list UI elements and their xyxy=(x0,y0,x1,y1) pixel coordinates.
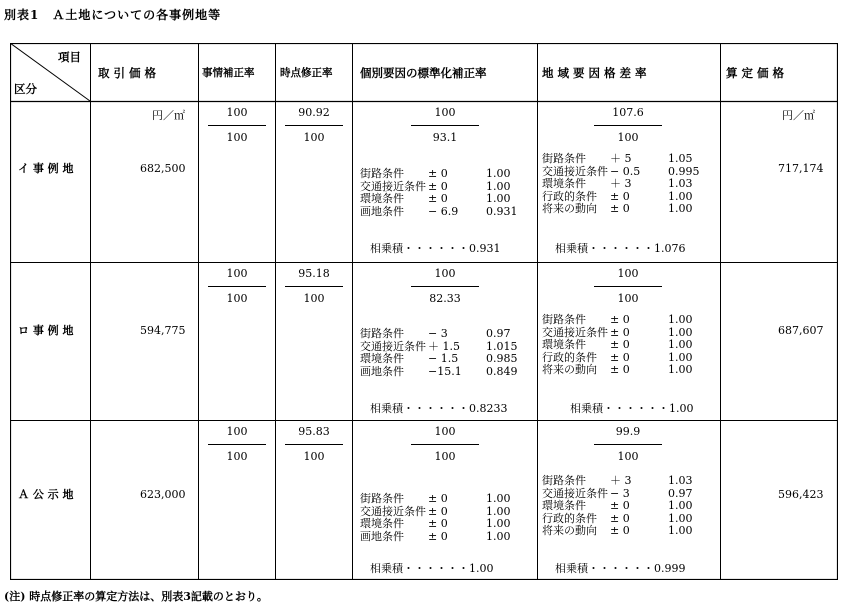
circumstance-numerator: 100 xyxy=(226,267,248,280)
factor-name: 街路条件 xyxy=(360,492,404,505)
calculated-price: 687,607 xyxy=(778,324,824,337)
factor-name: 将来の動向 xyxy=(542,202,597,216)
circumstance-numerator: 100 xyxy=(226,106,248,119)
factor-value: 1.00 xyxy=(486,504,511,518)
factor-row xyxy=(360,206,530,219)
factor-adjustment: ＋ 5 xyxy=(610,152,632,165)
regional-factor-list xyxy=(542,475,717,538)
factor-adjustment: ± 0 xyxy=(610,350,630,364)
factor-adjustment: − 3 xyxy=(610,486,630,500)
factor-value: 1.03 xyxy=(668,474,693,487)
individual-fraction xyxy=(405,104,485,147)
factor-name: 交通接近条件 xyxy=(542,164,608,178)
factor-adjustment: ± 0 xyxy=(428,529,448,543)
transaction-price: 682,500 xyxy=(140,162,186,175)
factor-value: 0.985 xyxy=(486,352,518,366)
factor-row xyxy=(542,339,717,352)
factor-row xyxy=(360,518,530,531)
circumstance-fraction xyxy=(202,104,272,147)
calculated-price: 596,423 xyxy=(778,488,824,501)
circumstance-denominator: 100 xyxy=(226,131,248,144)
fraction-bar xyxy=(285,125,343,126)
factor-row xyxy=(542,364,717,377)
fraction-bar xyxy=(208,286,266,287)
individual-denominator: 100 xyxy=(434,450,456,463)
factor-value: 0.97 xyxy=(486,327,511,340)
factor-adjustment: ± 0 xyxy=(428,492,448,505)
header-price: 取 引 価 格 xyxy=(98,66,157,80)
individual-fraction xyxy=(405,423,485,466)
factor-name: 交通接近条件 xyxy=(360,339,426,353)
factor-adjustment: ± 0 xyxy=(610,202,630,216)
individual-product: 相乗積・・・・・・0.931 xyxy=(370,242,501,255)
individual-factor-list xyxy=(360,493,530,543)
row-name: イ 事 例 地 xyxy=(18,162,74,175)
factor-value: 1.00 xyxy=(486,179,511,193)
individual-numerator: 100 xyxy=(434,267,456,280)
factor-adjustment: ± 0 xyxy=(610,511,630,525)
regional-fraction xyxy=(588,104,668,147)
factor-adjustment: ± 0 xyxy=(610,189,630,203)
unit-calculated: 円／㎡ xyxy=(782,109,815,122)
footnote: (注) 時点修正率の算定方法は、別表3記載のとおり。 xyxy=(4,590,268,603)
factor-name: 行政的条件 xyxy=(542,350,597,364)
factor-row xyxy=(360,328,530,341)
factor-row xyxy=(542,525,717,538)
factor-row xyxy=(542,475,717,488)
regional-numerator: 107.6 xyxy=(612,106,644,119)
header-circumstance: 事情補正率 xyxy=(202,67,255,79)
individual-numerator: 100 xyxy=(434,425,456,438)
timepoint-numerator: 95.18 xyxy=(298,267,330,280)
factor-name: 将来の動向 xyxy=(542,524,597,538)
factor-adjustment: − 1.5 xyxy=(428,352,459,366)
timepoint-fraction xyxy=(279,104,349,147)
factor-adjustment: ± 0 xyxy=(428,504,448,518)
factor-value: 1.00 xyxy=(668,363,693,377)
factor-adjustment: ＋ 3 xyxy=(610,177,632,191)
factor-value: 1.00 xyxy=(486,529,511,543)
factor-adjustment: ＋ 3 xyxy=(610,474,632,487)
factor-adjustment: − 0.5 xyxy=(610,164,641,178)
factor-adjustment: ± 0 xyxy=(428,517,448,531)
table-caption: 別表1 Ａ土地についての各事例地等 xyxy=(4,8,222,22)
header-regional: 地 域 要 因 格 差 率 xyxy=(542,66,647,80)
header-category: 区分 xyxy=(14,82,37,96)
factor-value: 1.00 xyxy=(668,325,693,339)
factor-name: 街路条件 xyxy=(542,152,586,165)
factor-adjustment: −15.1 xyxy=(428,364,462,378)
regional-numerator: 100 xyxy=(617,267,639,280)
circumstance-denominator: 100 xyxy=(226,450,248,463)
timepoint-numerator: 90.92 xyxy=(298,106,330,119)
factor-adjustment: ± 0 xyxy=(610,499,630,513)
fraction-bar xyxy=(411,286,479,287)
unit-price: 円／㎡ xyxy=(152,109,185,122)
factor-name: 交通接近条件 xyxy=(360,179,426,193)
fraction-bar xyxy=(411,125,479,126)
header-timepoint: 時点修正率 xyxy=(280,67,333,79)
regional-factor-list xyxy=(542,153,717,216)
factor-name: 行政的条件 xyxy=(542,189,597,203)
factor-name: 環境条件 xyxy=(542,338,586,352)
factor-row xyxy=(360,493,530,506)
fraction-bar xyxy=(208,444,266,445)
individual-numerator: 100 xyxy=(434,106,456,119)
factor-row xyxy=(542,314,717,327)
fraction-bar xyxy=(594,286,662,287)
factor-name: 街路条件 xyxy=(360,167,404,180)
factor-name: 画地条件 xyxy=(360,529,404,543)
factor-name: 街路条件 xyxy=(360,327,404,340)
factor-value: 1.00 xyxy=(668,524,693,538)
factor-adjustment: ± 0 xyxy=(610,338,630,352)
factor-row xyxy=(542,500,717,513)
factor-value: 1.03 xyxy=(668,177,693,191)
fraction-bar xyxy=(285,444,343,445)
timepoint-denominator: 100 xyxy=(303,131,325,144)
factor-name: 交通接近条件 xyxy=(542,486,608,500)
row-name: Ａ 公 示 地 xyxy=(18,488,74,501)
factor-value: 0.849 xyxy=(486,364,518,378)
factor-row xyxy=(360,353,530,366)
regional-fraction xyxy=(588,265,668,308)
individual-factor-list xyxy=(360,168,530,218)
factor-value: 1.00 xyxy=(486,192,511,206)
factor-value: 1.00 xyxy=(668,499,693,513)
regional-numerator: 99.9 xyxy=(615,425,641,438)
factor-value: 1.00 xyxy=(486,517,511,531)
circumstance-fraction xyxy=(202,265,272,308)
factor-name: 環境条件 xyxy=(360,517,404,531)
fraction-bar xyxy=(208,125,266,126)
factor-value: 1.00 xyxy=(668,189,693,203)
timepoint-fraction xyxy=(279,423,349,466)
factor-row xyxy=(542,178,717,191)
factor-adjustment: ± 0 xyxy=(610,524,630,538)
factor-name: 街路条件 xyxy=(542,474,586,487)
factor-value: 1.00 xyxy=(486,167,511,180)
factor-name: 交通接近条件 xyxy=(542,325,608,339)
factor-value: 1.00 xyxy=(668,202,693,216)
individual-product: 相乗積・・・・・・1.00 xyxy=(370,562,494,575)
factor-value: 1.015 xyxy=(486,339,518,353)
factor-row xyxy=(360,193,530,206)
factor-name: 画地条件 xyxy=(360,204,404,218)
factor-adjustment: ± 0 xyxy=(428,192,448,206)
regional-denominator: 100 xyxy=(617,450,639,463)
header-item: 項目 xyxy=(58,50,81,64)
factor-name: 将来の動向 xyxy=(542,363,597,377)
factor-value: 1.00 xyxy=(668,313,693,326)
factor-row xyxy=(360,366,530,379)
factor-adjustment: − 3 xyxy=(428,327,448,340)
calculated-price: 717,174 xyxy=(778,162,824,175)
timepoint-denominator: 100 xyxy=(303,292,325,305)
factor-value: 1.05 xyxy=(668,152,693,165)
factor-value: 1.00 xyxy=(486,492,511,505)
transaction-price: 594,775 xyxy=(140,324,186,337)
factor-value: 1.00 xyxy=(668,338,693,352)
regional-product: 相乗積・・・・・・1.00 xyxy=(570,402,694,415)
factor-adjustment: − 6.9 xyxy=(428,204,459,218)
row-name: ロ 事 例 地 xyxy=(18,324,74,337)
individual-factor-list xyxy=(360,328,530,378)
header-calculated: 算 定 価 格 xyxy=(726,66,785,80)
factor-name: 環境条件 xyxy=(360,192,404,206)
factor-adjustment: ± 0 xyxy=(428,167,448,180)
timepoint-fraction xyxy=(279,265,349,308)
factor-value: 0.995 xyxy=(668,164,700,178)
factor-adjustment: ± 0 xyxy=(610,363,630,377)
regional-fraction xyxy=(588,423,668,466)
individual-denominator: 82.33 xyxy=(429,292,461,305)
factor-name: 環境条件 xyxy=(542,177,586,191)
factor-name: 街路条件 xyxy=(542,313,586,326)
header-individual: 個別要因の標準化補正率 xyxy=(360,66,487,80)
individual-product: 相乗積・・・・・・0.8233 xyxy=(370,402,508,415)
factor-name: 画地条件 xyxy=(360,364,404,378)
factor-value: 0.931 xyxy=(486,204,518,218)
regional-product: 相乗積・・・・・・1.076 xyxy=(555,242,686,255)
factor-value: 1.00 xyxy=(668,350,693,364)
factor-adjustment: ＋ 1.5 xyxy=(428,339,460,353)
factor-value: 0.97 xyxy=(668,486,693,500)
fraction-bar xyxy=(411,444,479,445)
circumstance-denominator: 100 xyxy=(226,292,248,305)
timepoint-numerator: 95.83 xyxy=(298,425,330,438)
regional-denominator: 100 xyxy=(617,131,639,144)
fraction-bar xyxy=(285,286,343,287)
regional-factor-list xyxy=(542,314,717,377)
factor-name: 行政的条件 xyxy=(542,511,597,525)
factor-value: 1.00 xyxy=(668,511,693,525)
factor-row xyxy=(360,168,530,181)
individual-fraction xyxy=(405,265,485,308)
fraction-bar xyxy=(594,444,662,445)
appraisal-table xyxy=(10,43,838,580)
circumstance-numerator: 100 xyxy=(226,425,248,438)
factor-name: 環境条件 xyxy=(542,499,586,513)
factor-row xyxy=(360,531,530,544)
factor-adjustment: ± 0 xyxy=(428,179,448,193)
circumstance-fraction xyxy=(202,423,272,466)
factor-adjustment: ± 0 xyxy=(610,325,630,339)
factor-name: 環境条件 xyxy=(360,352,404,366)
timepoint-denominator: 100 xyxy=(303,450,325,463)
factor-row xyxy=(542,153,717,166)
factor-adjustment: ± 0 xyxy=(610,313,630,326)
regional-product: 相乗積・・・・・・0.999 xyxy=(555,562,686,575)
fraction-bar xyxy=(594,125,662,126)
factor-row xyxy=(542,203,717,216)
individual-denominator: 93.1 xyxy=(432,131,458,144)
regional-denominator: 100 xyxy=(617,292,639,305)
factor-name: 交通接近条件 xyxy=(360,504,426,518)
transaction-price: 623,000 xyxy=(140,488,186,501)
